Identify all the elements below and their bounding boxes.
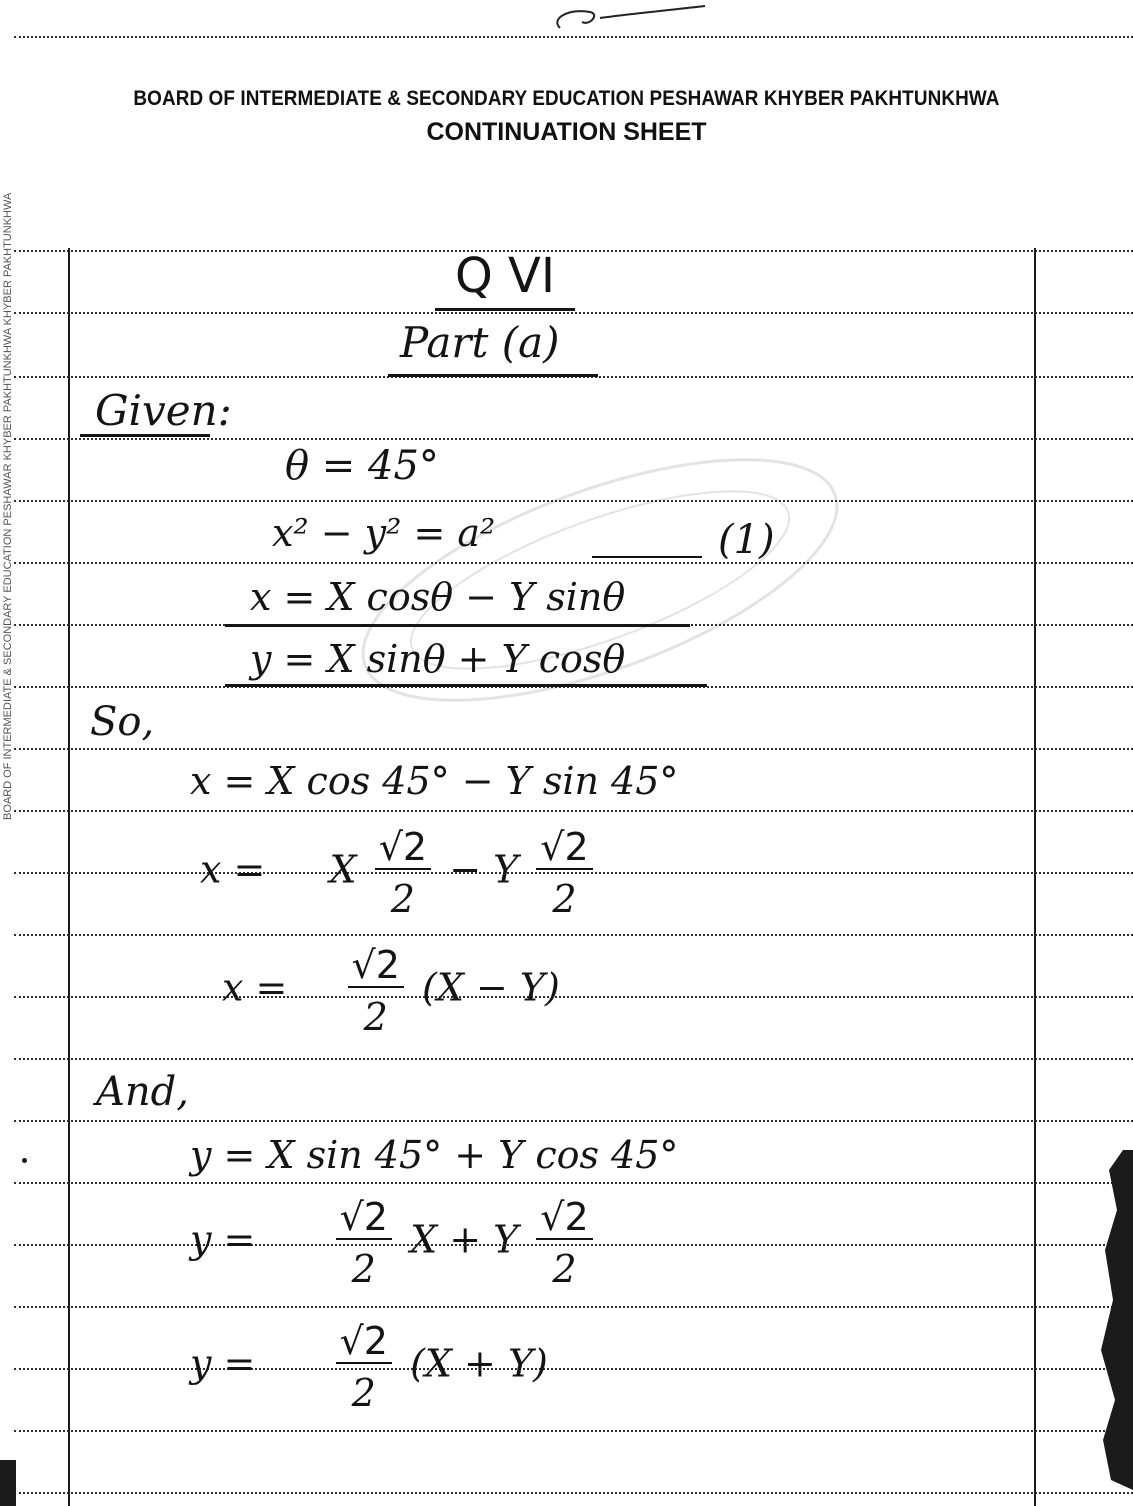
signature-scribble bbox=[530, 0, 750, 40]
given-label: Given: bbox=[95, 386, 232, 435]
x-substitution: x = X cos 45° − Y sin 45° bbox=[190, 759, 679, 803]
y-result bbox=[190, 1319, 548, 1415]
x-expanded-lhs: x = bbox=[200, 847, 266, 892]
equation-1-tag: (1) bbox=[718, 517, 775, 563]
fraction-sqrt2-over-2: $\frac{√2}{2}$ bbox=[536, 1198, 592, 1288]
so-label: So, bbox=[90, 699, 155, 745]
sheet-title: CONTINUATION SHEET bbox=[426, 118, 707, 146]
y-definition: y = X sinθ + Y cosθ bbox=[250, 637, 626, 681]
ink-dot bbox=[22, 1158, 27, 1163]
y-result-rhs: (X + Y) bbox=[410, 1341, 548, 1386]
y-expanded bbox=[190, 1195, 599, 1291]
x-result-rhs: (X − Y) bbox=[422, 965, 560, 1010]
y-result-lhs: y = bbox=[190, 1341, 256, 1386]
x-definition-underline bbox=[225, 624, 690, 627]
y-expanded-lhs: y = bbox=[190, 1217, 256, 1262]
equation-1-leader bbox=[592, 556, 702, 558]
y-definition-underline bbox=[225, 684, 707, 687]
x-result-lhs: x = bbox=[222, 965, 288, 1010]
fraction-sqrt2-over-2: $\frac{√2}{2}$ bbox=[375, 828, 431, 918]
board-title: BOARD OF INTERMEDIATE & SECONDARY EDUCATION PESHAWAR KHYBER PAKHTUNKHWA bbox=[133, 86, 1000, 110]
x-expanded-term-x: X bbox=[329, 847, 357, 892]
part-underline bbox=[388, 374, 598, 377]
question-underline bbox=[435, 308, 575, 311]
scan-edge-mark bbox=[1093, 1150, 1133, 1490]
x-expanded bbox=[200, 825, 599, 921]
left-margin-line bbox=[68, 248, 70, 1506]
x-definition: x = X cosθ − Y sinθ bbox=[250, 575, 626, 619]
and-label: And, bbox=[96, 1069, 189, 1115]
x-expanded-minus-y: − Y bbox=[449, 847, 519, 892]
equation-1: x² − y² = a² bbox=[272, 511, 496, 555]
part-label: Part (a) bbox=[400, 318, 560, 367]
y-expanded-middle: X + Y bbox=[410, 1217, 519, 1262]
given-theta: θ = 45° bbox=[285, 443, 439, 489]
fraction-sqrt2-over-2: $\frac{√2}{2}$ bbox=[536, 828, 592, 918]
continuation-sheet: BOARD OF INTERMEDIATE & SECONDARY EDUCATION PESHAWAR KHYBER PAKHTUNKHWA CONTINUATION SHEET BOARD OF INTERMEDIATE & SECONDARY EDUCATION PESHAWAR KHYBER PAKHTUNKHWA KHYBER PAKHTUNKHWA Q VI Part (a) Given: θ = 45° x² − y² = a² (1) x = X cosθ − Y sinθ y = X sinθ + Y cosθ So, x = X cos 45° − Y sin 45° x = X $\frac{√2}{2}$ − Y $\frac{√2}{2}$ x = $\frac{√2}{2}$ (X − Y) And, y = X sin 45° + Y cos 45° y = $\frac{√2}{2}$ X + Y $\frac{√2}{2}$ y = $\frac{√2}{2}$ (X + Y) bbox=[0, 0, 1133, 1506]
x-result bbox=[222, 943, 560, 1039]
given-underline bbox=[80, 434, 210, 437]
y-substitution: y = X sin 45° + Y cos 45° bbox=[190, 1133, 679, 1177]
right-margin-line bbox=[1034, 248, 1036, 1506]
fraction-sqrt2-over-2: $\frac{√2}{2}$ bbox=[336, 1322, 392, 1412]
fraction-sqrt2-over-2: $\frac{√2}{2}$ bbox=[336, 1198, 392, 1288]
question-number: Q VI bbox=[455, 248, 556, 304]
ink-mark bbox=[0, 1460, 16, 1506]
fraction-sqrt2-over-2: $\frac{√2}{2}$ bbox=[348, 946, 404, 1036]
